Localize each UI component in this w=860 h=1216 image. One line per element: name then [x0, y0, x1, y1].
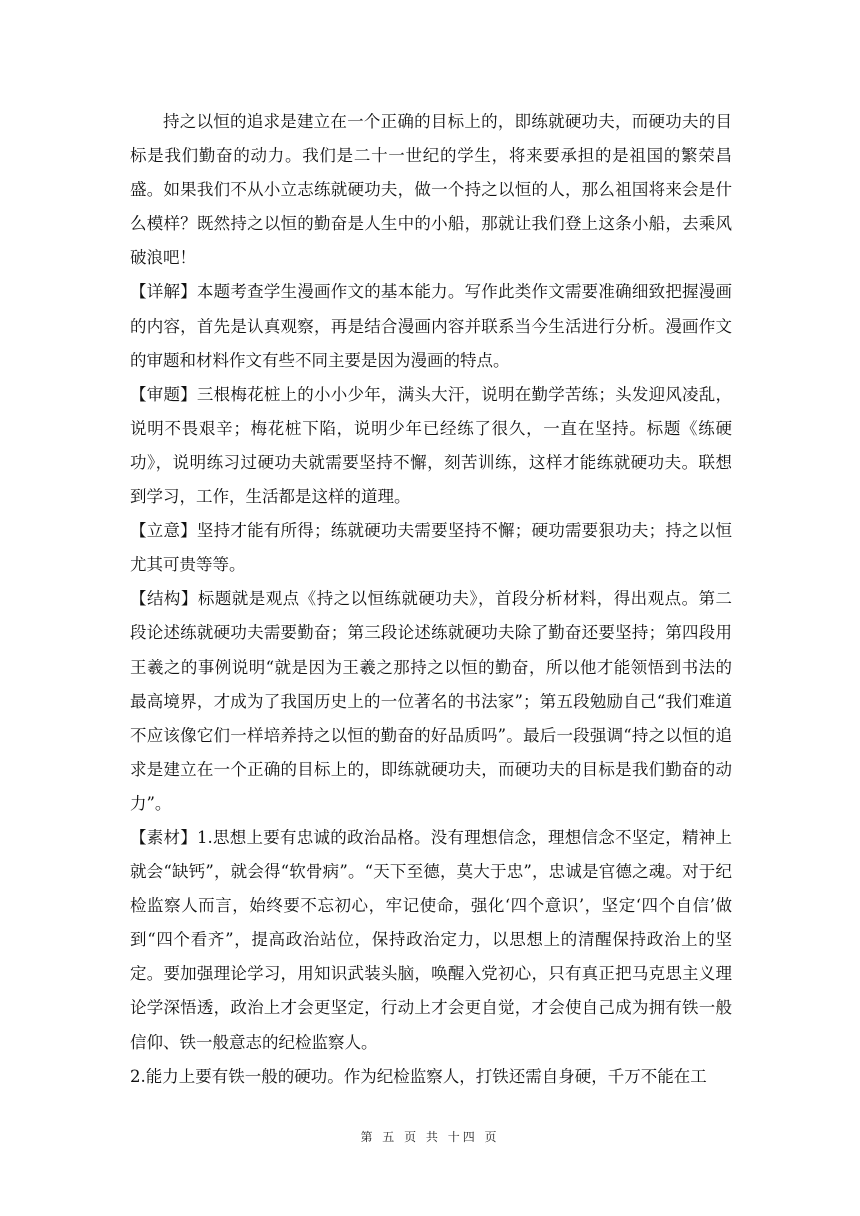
paragraph-text: 三根梅花桩上的小小少年，满头大汗，说明在勤学苦练；头发迎风凌乱，说明不畏艰辛；梅花桩下陷，说明少年已经练了很久，一直在坚持。标题《练硬功》，说明练习过硬功夫就需要坚持不懈，刻苦训练，这样才能练就硬功夫。联想到学习，工作，生活都是这样的道理。 — [130, 384, 733, 507]
structure-paragraph — [130, 582, 732, 821]
paragraph-text: 坚持才能有所得；练就硬功夫需要坚持不懈；硬功需要狠功夫；持之以恒尤其可贵等等。 — [130, 521, 733, 575]
paragraph-text: 标题就是观点《持之以恒练就硬功夫》，首段分析材料，得出观点。第二段论述练就硬功夫需要勤奋；第三段论述练就硬功夫除了勤奋还要坚持；第四段用王羲之的事例说明“就是因为王羲之那持之以恒的勤奋，所以他才能领悟到书法的最高境界，才成为了我国历史上的一位著名的书法家”；第五段勉励自己“我们难道不应该像它们一样培养持之以恒的勤奋的好品质吗”。最后一段强调“持之以恒的追求是建立在一个正确的目标上的，即练就硬功夫，而硬功夫的目标是我们勤奋的动力”。 — [130, 589, 733, 813]
paragraph-text: 持之以恒的追求是建立在一个正确的目标上的，即练就硬功夫，而硬功夫的目标是我们勤奋的动力。我们是二十一世纪的学生，将来要承担的是祖国的繁荣昌盛。如果我们不从小立志练就硬功夫，做一个持之以恒的人，那么祖国将来会是什么模样？既然持之以恒的勤奋是人生中的小船，那就让我们登上这条小船，去乘风破浪吧！ — [130, 112, 732, 268]
materials-paragraph-1 — [130, 821, 732, 1060]
page-body — [130, 105, 732, 1094]
topic-analysis-paragraph — [130, 378, 732, 514]
page-number-label: 第 五 页 共 十四 页 — [360, 1130, 500, 1144]
paragraph-text: 1.思想上要有忠诚的政治品格。没有理想信念，理想信念不坚定，精神上就会“缺钙”，就会得“软骨病”。“天下至德，莫大于忠”，忠诚是官德之魂。对于纪检监察人而言，始终要不忘初心，牢记使命，强化‘四个意识’，坚定‘四个自信’做到“四个看齐”，提高政治站位，保持政治定力，以思想上的清醒保持政治上的坚定。要加强理论学习，用知识武装头脑，唤醒入党初心，只有真正把马克思主义理论学深悟透，政治上才会更坚定，行动上才会更自觉，才会使自己成为拥有铁一般信仰、铁一般意志的纪检监察人。 — [130, 827, 732, 1052]
essay-closing-paragraph — [130, 105, 732, 275]
thesis-paragraph — [130, 514, 732, 582]
paragraph-text: 本题考查学生漫画作文的基本能力。写作此类作文需要准确细致把握漫画的内容，首先是认真观察，再是结合漫画内容并联系当今生活进行分析。漫画作文的审题和材料作文有些不同主要是因为漫画的特点。 — [130, 282, 733, 370]
section-tag: 【详解】 — [130, 282, 197, 302]
section-tag: 【立意】 — [130, 521, 197, 541]
page-footer — [0, 1128, 860, 1145]
materials-paragraph-2 — [130, 1060, 732, 1094]
paragraph-text: 2.能力上要有铁一般的硬功。作为纪检监察人，打铁还需自身硬，千万不能在工 — [130, 1066, 707, 1086]
section-tag: 【结构】 — [130, 589, 198, 609]
section-tag: 【审题】 — [130, 384, 197, 404]
section-tag: 【素材】 — [130, 827, 197, 847]
explanation-paragraph — [130, 275, 732, 377]
